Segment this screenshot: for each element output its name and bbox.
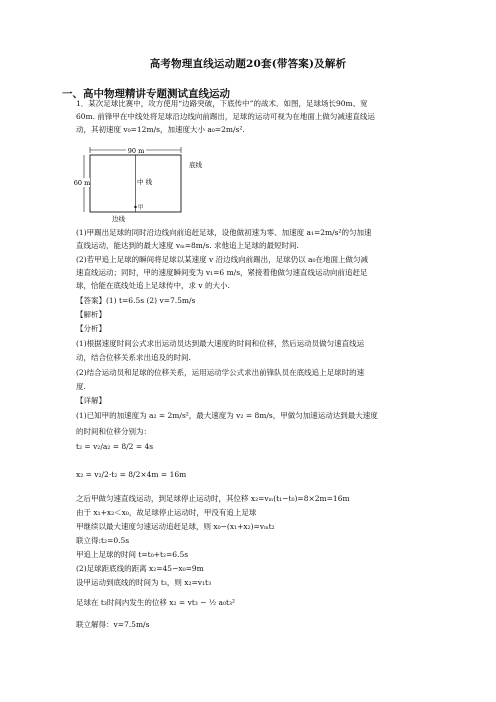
page-title: 高考物理直线运动题20套(带答案)及解析 xyxy=(149,58,347,70)
detail-2: 之后甲做匀速直线运动，到足球停止运动时，其位移 x₂=vₘ(t₁−t₀)=8×2m=16m xyxy=(76,494,350,503)
part-1-line-2: 直线运动，能达到的最大速度 vₘ=8m/s. 求他追上足球的最短时间. xyxy=(76,241,299,250)
detail-1-line-2: 的时间和位移分别为： xyxy=(76,427,151,436)
detail-5: 联立得:t₂=0.5s xyxy=(76,536,130,545)
detail-7: (2)足球距底线的距离 x₂=45−x₀=9m xyxy=(76,564,204,573)
detail-6: 甲追上足球的时间 t=t₀+t₂=6.5s xyxy=(76,550,189,559)
detail-9: 足球在 t₃时间内发生的位移 x₂ = vt₃ − ½ a₀t₃² xyxy=(76,598,236,607)
football-field-diagram xyxy=(73,145,216,223)
detail-heading: 【详解】 xyxy=(76,396,106,405)
field-height-label: 60 m xyxy=(73,179,91,187)
midline-label: 中 线 xyxy=(137,178,153,186)
fenxi-2-line-2: 度. xyxy=(76,382,86,391)
detail-1-line-1: (1)已知甲的加速度为 a₂ = 2m/s²，最大速度为 v₂ = 8m/s，甲做匀加速运动达到最大速度 xyxy=(76,411,378,420)
question-1-line-1: 1．某次足球比赛中，攻方使用“边路突破，下底传中”的战术．如图，足球场长90m、宽 xyxy=(76,99,368,108)
fenxi-1-line-2: 动，结合位移关系求出追及的时间. xyxy=(76,353,191,362)
player-label: 甲 xyxy=(138,205,144,211)
question-1-line-2: 60m. 前锋甲在中线处将足球沿边线向前踢出，足球的运动可视为在地面上做匀减速直线运 xyxy=(76,112,375,121)
formula-x2: x₂ = v₂/2·t₂ = 8/2×4m = 16m xyxy=(76,470,187,479)
detail-3: 由于 x₁+x₂＜x₀，故足球停止运动时，甲没有追上足球 xyxy=(76,508,257,517)
formula-t2: t₂ = v₂/a₂ = 8/2 = 4s xyxy=(76,442,154,451)
detail-4: 甲继续以最大速度匀速运动追赶足球，则 x₀−(x₁+x₂)=vₘt₂ xyxy=(76,522,275,531)
part-2-line-3: 球，恰能在底线处追上足球传中，求 v 的大小. xyxy=(76,281,230,290)
answer-line: 【答案】(1) t=6.5s (2) v=7.5m/s xyxy=(76,296,196,305)
question-1-line-3: 动，其初速度 v₀=12m/s，加速度大小 a₀=2m/s². xyxy=(76,125,245,134)
fenxi-2-line-1: (2)结合运动员和足球的位移关系，运用运动学公式求出前锋队员在底线追上足球时的速 xyxy=(76,368,365,377)
fenxi-heading: 【分析】 xyxy=(76,324,106,333)
sideline-label: 边线 xyxy=(112,215,125,223)
part-1-line-1: (1)甲踢出足球的同时沿边线向前追赶足球，设他做初速为零、加速度 a₁=2m/s²的匀加速 xyxy=(76,228,372,237)
baseline-label-top: 底线 xyxy=(189,161,202,169)
field-width-label: 90 m xyxy=(127,147,145,155)
detail-10: 联立解得：v=7.5m/s xyxy=(76,620,150,629)
part-2-line-2: 速直线运动；同时，甲的速度瞬间变为 v₁=6 m/s，紧接着他做匀速直线运动向前追赶足 xyxy=(76,268,368,277)
detail-8: 设甲运动到底线的时间为 t₃，则 x₂=v₁t₃ xyxy=(76,578,212,587)
analysis-heading: 【解析】 xyxy=(76,310,106,319)
part-2-line-1: (2)若甲追上足球的瞬间将足球以某速度 v 沿边线向前踢出，足球仍以 a₀在地面上做匀减 xyxy=(76,255,368,264)
section-heading: 一、高中物理精讲专题测试直线运动 xyxy=(62,88,230,100)
fenxi-1-line-1: (1)根据速度时间公式求出运动员达到最大速度的时间和位移，然后运动员做匀速直线运 xyxy=(76,339,365,348)
